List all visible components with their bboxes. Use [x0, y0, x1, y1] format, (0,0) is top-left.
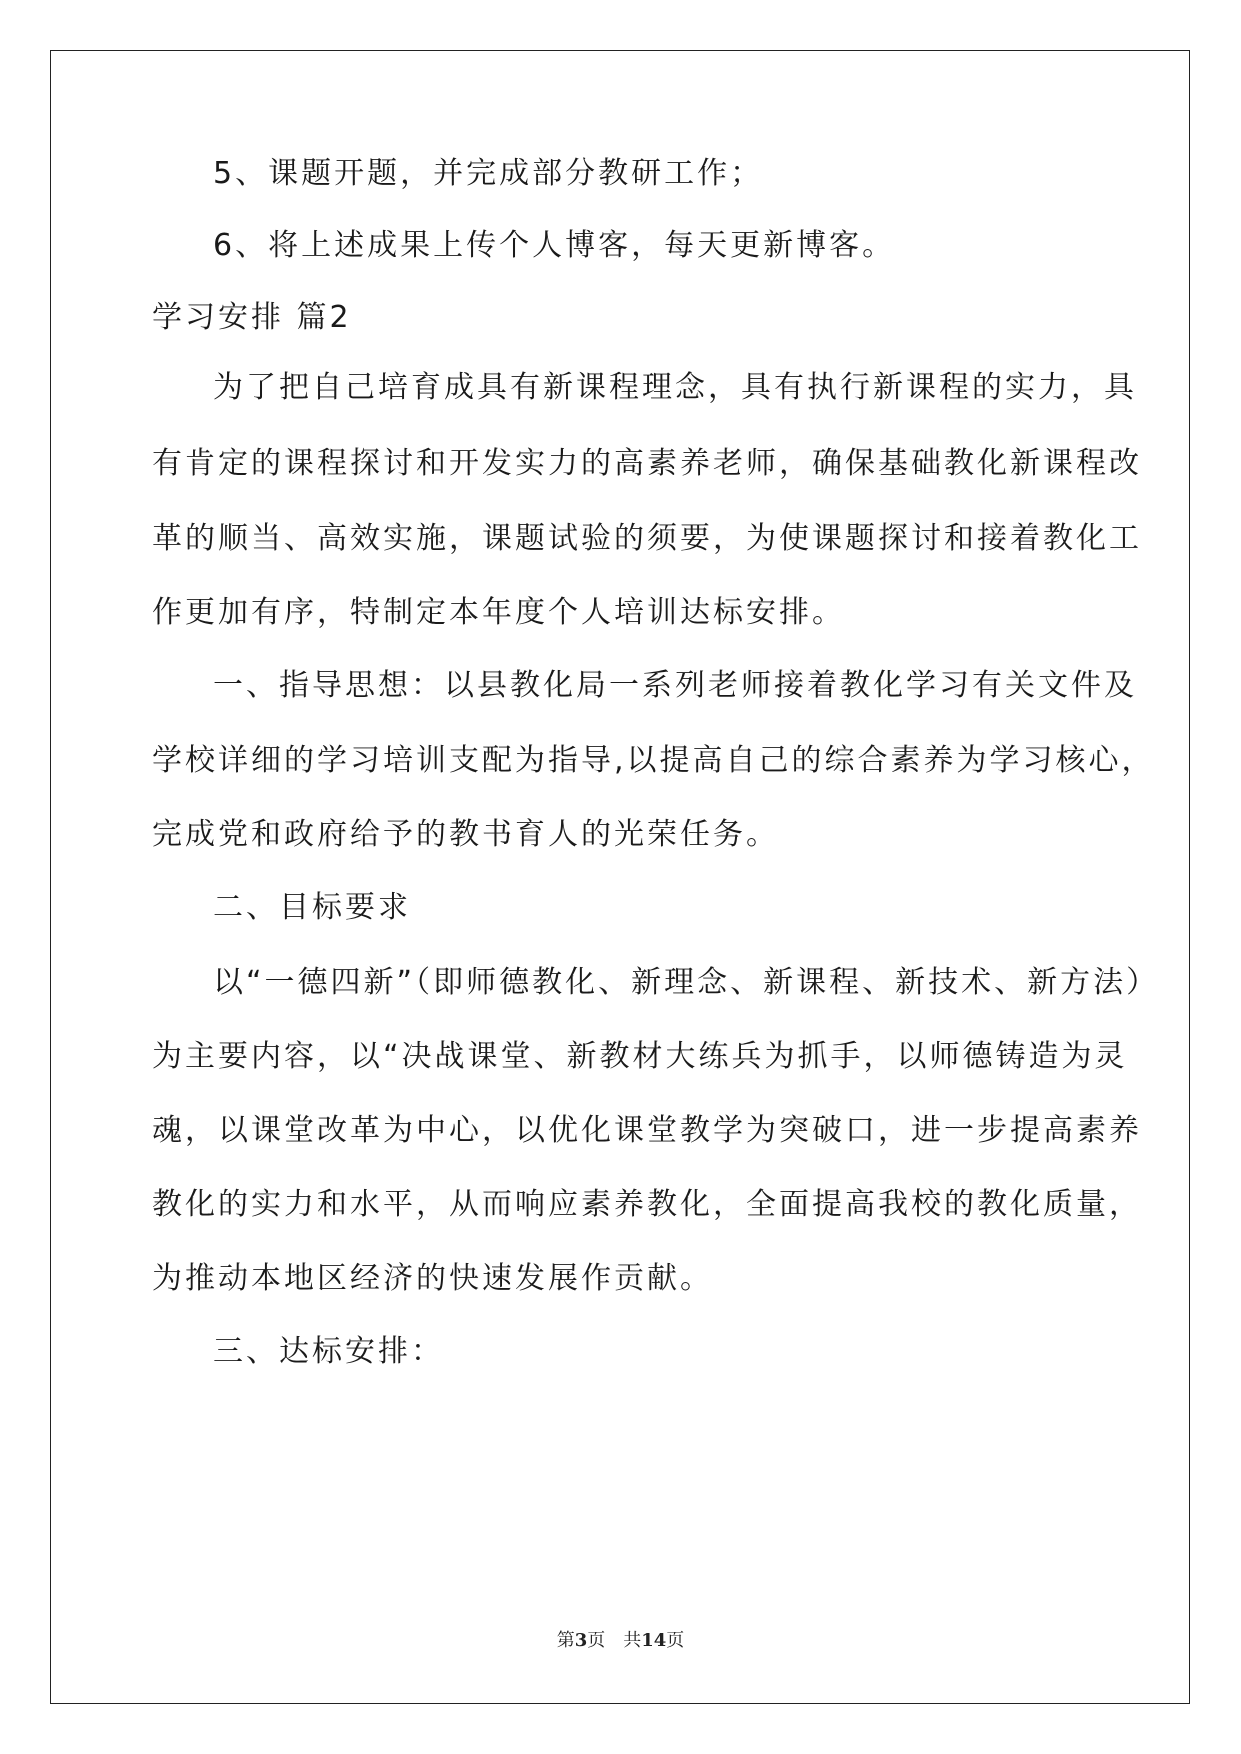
paragraph-line: 魂，以课堂改革为中心，以优化课堂教学为突破口，进一步提高素养	[152, 1113, 1142, 1148]
paragraph-line: 以“一德四新”（即师德教化、新理念、新课程、新技术、新方法）	[213, 965, 1160, 1000]
total-suffix: 页	[666, 1630, 685, 1651]
page-current: 3	[574, 1630, 588, 1651]
paragraph-line: 完成党和政府给予的教书育人的光荣任务。	[152, 817, 779, 852]
page-suffix: 页	[587, 1630, 606, 1651]
paragraph-line: 学校详细的学习培训支配为指导,以提高自己的综合素养为学习核心，	[152, 743, 1155, 778]
total-prefix: 共	[623, 1630, 642, 1651]
subheading: 三、达标安排：	[213, 1334, 444, 1369]
subheading: 二、目标要求	[213, 890, 411, 925]
paragraph-line: 革的顺当、高效实施，课题试验的须要，为使课题探讨和接着教化工	[152, 521, 1142, 556]
total-pages: 14	[641, 1630, 667, 1651]
paragraph-line: 有肯定的课程探讨和开发实力的高素养老师，确保基础教化新课程改	[152, 446, 1142, 481]
paragraph-line: 教化的实力和水平，从而响应素养教化，全面提高我校的教化质量，	[152, 1187, 1142, 1222]
paragraph-line: 作更加有序，特制定本年度个人培训达标安排。	[152, 595, 845, 630]
paragraph-line: 为了把自己培育成具有新课程理念，具有执行新课程的实力，具	[213, 370, 1137, 405]
paragraph-line: 为主要内容，以“决战课堂、新教材大练兵为抓手，以师德铸造为灵	[152, 1039, 1128, 1074]
paragraph-line: 为推动本地区经济的快速发展作贡献。	[152, 1261, 713, 1296]
page-footer	[0, 1626, 1241, 1652]
page-border	[50, 50, 1190, 1704]
list-item-5: 5、课题开题，并完成部分教研工作；	[213, 156, 764, 191]
section-heading: 学习安排 篇2	[152, 300, 352, 335]
paragraph-line: 一、指导思想：以县教化局一系列老师接着教化学习有关文件及	[213, 668, 1137, 703]
page-prefix: 第	[556, 1630, 575, 1651]
list-item-6: 6、将上述成果上传个人博客，每天更新博客。	[213, 228, 896, 263]
